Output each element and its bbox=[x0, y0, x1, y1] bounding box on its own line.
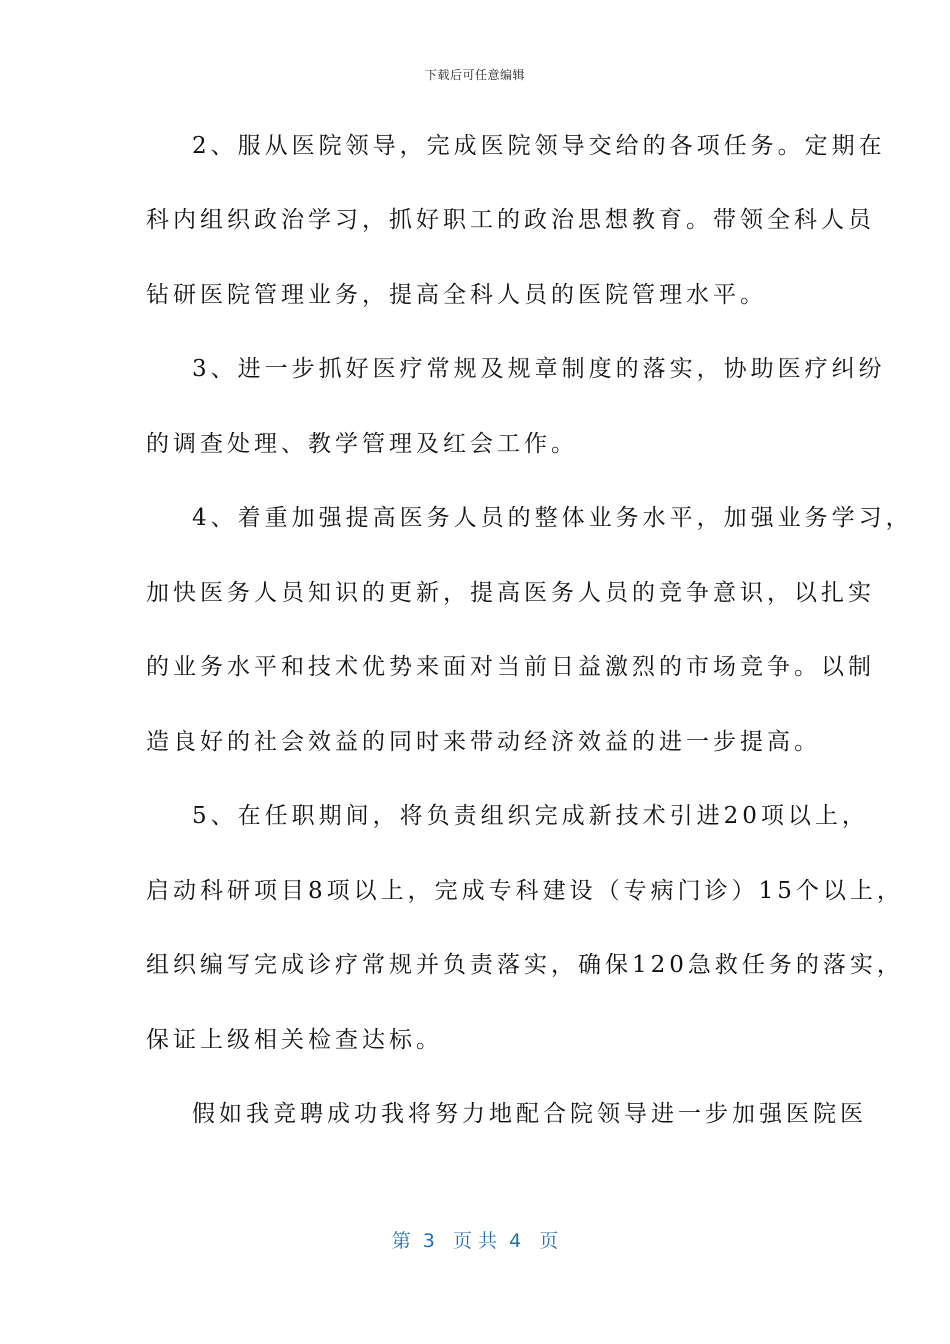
paragraph-5-line-3: 组织编写完成诊疗常规并负责落实，确保120急救任务的落实， bbox=[146, 952, 904, 978]
paragraph-2-line-2: 科内组织政治学习，抓好职工的政治思想教育。带领全科人员 bbox=[146, 207, 875, 233]
paragraph-4-line-2: 加快医务人员知识的更新，提高医务人员的竞争意识，以扎实 bbox=[146, 580, 875, 606]
paragraph-5-line-4: 保证上级相关检查达标。 bbox=[146, 1027, 443, 1053]
page-number-footer: 第 3 页 共 4 页 bbox=[391, 1230, 559, 1252]
paragraph-4-line-4: 造良好的社会效益的同时来带动经济效益的进一步提高。 bbox=[146, 729, 821, 755]
paragraph-5-line-1: 5、在任职期间，将负责组织完成新技术引进20项以上， bbox=[192, 803, 869, 829]
paragraph-3-line-1: 3、进一步抓好医疗常规及规章制度的落实，协助医疗纠纷 bbox=[192, 356, 886, 382]
paragraph-5-line-2: 启动科研项目8项以上，完成专科建设（专病门诊）15个以上， bbox=[146, 878, 904, 904]
paragraph-4-line-3: 的业务水平和技术优势来面对当前日益激烈的市场竞争。以制 bbox=[146, 654, 875, 680]
paragraph-4-line-1: 4、着重加强提高医务人员的整体业务水平，加强业务学习， bbox=[192, 505, 913, 531]
document-header-note: 下载后可任意编辑 bbox=[424, 68, 525, 82]
paragraph-2-line-1: 2、服从医院领导，完成医院领导交给的各项任务。定期在 bbox=[192, 133, 886, 159]
paragraph-2-line-3: 钻研医院管理业务，提高全科人员的医院管理水平。 bbox=[146, 282, 767, 308]
paragraph-6-line-1: 假如我竞聘成功我将努力地配合院领导进一步加强医院医 bbox=[192, 1101, 867, 1127]
paragraph-3-line-2: 的调查处理、教学管理及红会工作。 bbox=[146, 431, 578, 457]
